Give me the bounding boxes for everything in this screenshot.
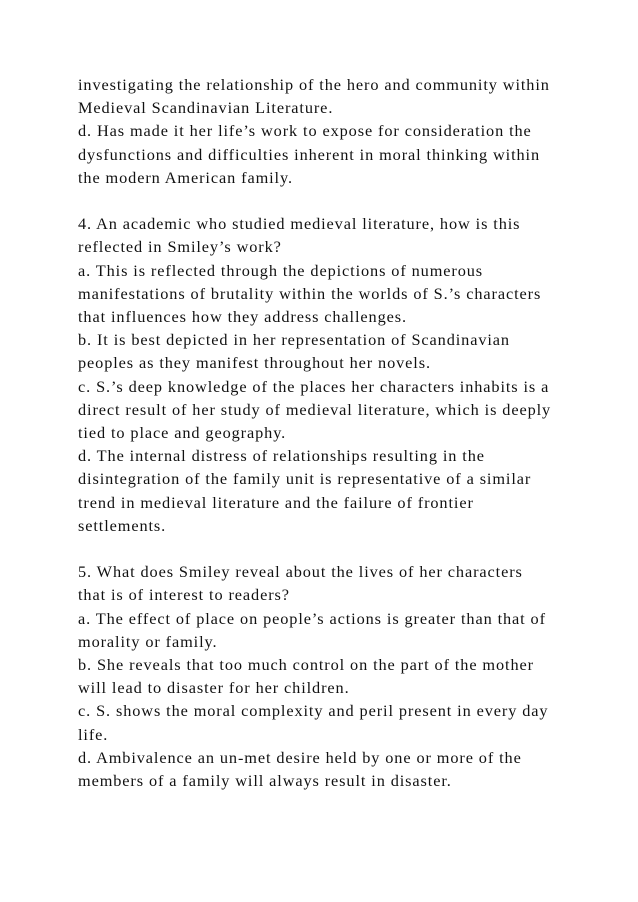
paragraph-gap — [78, 537, 618, 560]
answer-option-line: that influences how they address challenges. — [78, 307, 407, 327]
answer-option-line: settlements. — [78, 515, 167, 535]
answer-option-line: b. It is best depicted in her representation of Scandinavian — [78, 330, 510, 350]
answer-option-line: d. Ambivalence an un-met desire held by one or more of the — [78, 747, 522, 767]
answer-option-line: disintegration of the family unit is representative of a similar — [78, 469, 532, 489]
answer-option-line: trend in medieval literature and the failure of frontier — [78, 492, 474, 512]
answer-option-line: members of a family will always result in disaster. — [78, 771, 452, 791]
question-text: 5. What does Smiley reveal about the lives of her characters — [78, 562, 523, 582]
question-4 — [78, 212, 618, 537]
text-line: the modern American family. — [78, 167, 293, 187]
continuation-text — [78, 73, 618, 189]
answer-option-line: will lead to disaster for her children. — [78, 678, 350, 698]
paragraph-gap — [78, 189, 618, 212]
answer-option-line: c. S. shows the moral complexity and peril present in every day — [78, 701, 549, 721]
text-line: investigating the relationship of the hero and community within — [78, 75, 550, 94]
text-line: dysfunctions and difficulties inherent in moral thinking within — [78, 144, 541, 164]
question-text: that is of interest to readers? — [78, 585, 290, 605]
answer-option-line: a. This is reflected through the depictions of numerous — [78, 260, 484, 280]
answer-option-line: b. She reveals that too much control on the part of the mother — [78, 655, 534, 675]
answer-option-line: peoples as they manifest throughout her novels. — [78, 353, 431, 373]
question-text: 4. An academic who studied medieval literature, how is this — [78, 214, 521, 234]
answer-option-line: tied to place and geography. — [78, 423, 287, 443]
answer-option-line: direct result of her study of medieval literature, which is deeply — [78, 399, 552, 419]
answer-option-line: c. S.’s deep knowledge of the places her characters inhabits is a — [78, 376, 550, 396]
question-5 — [78, 560, 618, 792]
text-line: d. Has made it her life’s work to expose for consideration the — [78, 121, 532, 141]
question-text: reflected in Smiley’s work? — [78, 237, 282, 257]
answer-option-line: d. The internal distress of relationships resulting in the — [78, 446, 485, 466]
answer-option-line: life. — [78, 724, 109, 744]
text-line: Medieval Scandinavian Literature. — [78, 98, 334, 118]
answer-option-line: manifestations of brutality within the worlds of S.’s characters — [78, 283, 542, 303]
document-page — [78, 73, 618, 792]
answer-option-line: a. The effect of place on people’s actions is greater than that of — [78, 608, 546, 628]
answer-option-line: morality or family. — [78, 631, 218, 651]
